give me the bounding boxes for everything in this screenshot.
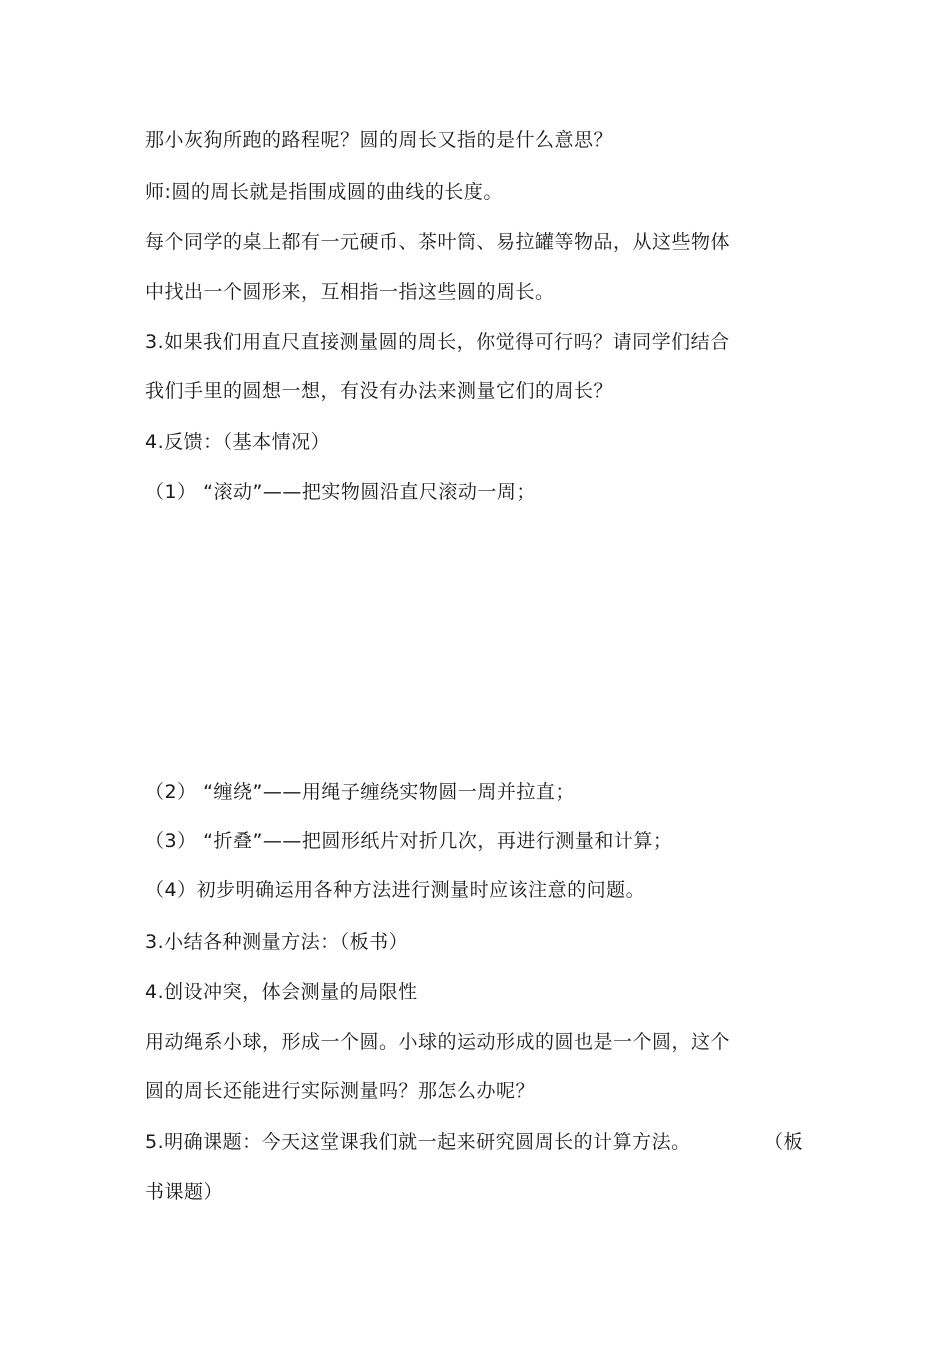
text-line-3: 每个同学的桌上都有一元硬币、茶叶筒、易拉罐等物品，从这些物体 [145,231,731,253]
text-line-summary: 3.小结各种测量方法：（板书） [145,931,409,953]
text-line-conflict: 4.创设冲突，体会测量的局限性 [145,981,418,1003]
text-line-7: 4.反馈：（基本情况） [145,431,331,453]
text-line-14: 用动绳系小球，形成一个圆。小球的运动形成的圆也是一个圆，这个 [145,1031,731,1053]
text-line-1: 那小灰狗所跑的路程呢？圆的周长又指的是什么意思？ [145,129,614,151]
list-item-wrapping: （2） “缠绕”——用绳子缠绕实物圆一周并拉直； [145,781,575,803]
text-line-6: 我们手里的圆想一想，有没有办法来测量它们的周长？ [145,380,614,402]
text-line-topic: 5.明确课题：今天这堂课我们就一起来研究圆周长的计算方法。 [145,1131,691,1153]
text-line-18: 书课题） [145,1181,224,1203]
text-line-4: 中找出一个圆形来，互相指一指这些圆的周长。 [145,281,555,303]
list-item-rolling: （1） “滚动”——把实物圆沿直尺滚动一周； [145,481,536,503]
text-line-15: 圆的周长还能进行实际测量吗？那怎么办呢？ [145,1080,536,1102]
list-item-notes: （4）初步明确运用各种方法进行测量时应该注意的问题。 [145,879,646,901]
text-line-topic-tail: （板 [763,1131,803,1153]
list-item-folding: （3） “折叠”——把圆形纸片对折几次，再进行测量和计算； [145,830,673,852]
text-line-2: 师:圆的周长就是指围成圆的曲线的长度。 [145,181,503,203]
text-line-5: 3.如果我们用直尺直接测量圆的周长，你觉得可行吗？请同学们结合 [145,331,730,353]
